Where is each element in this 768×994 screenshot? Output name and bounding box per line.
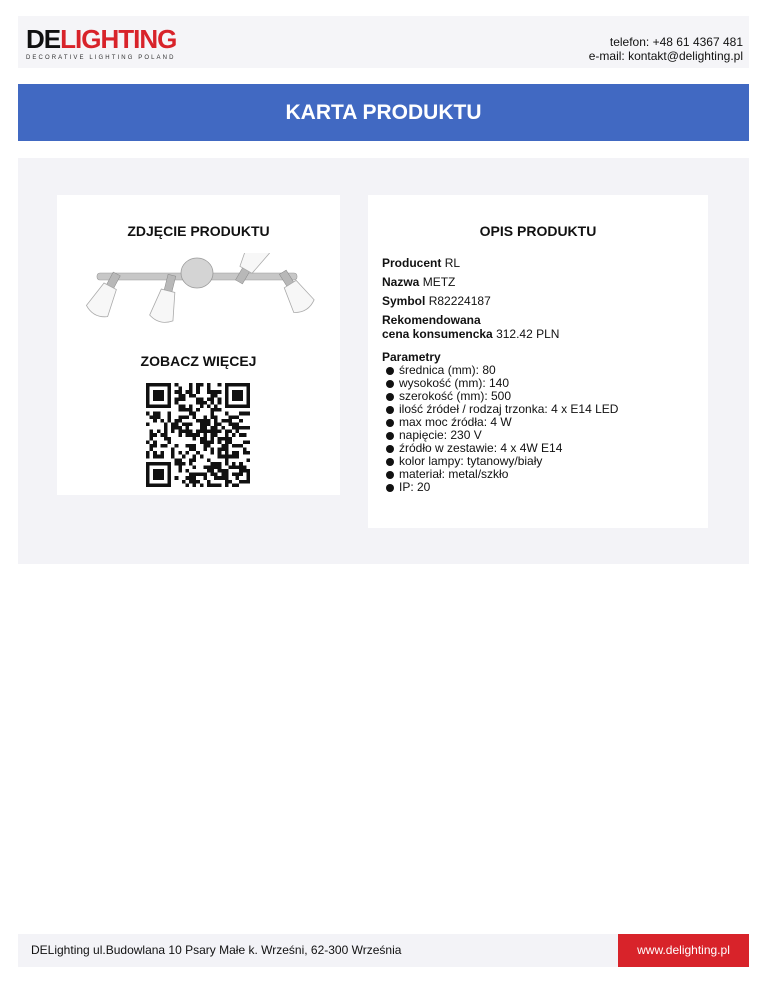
price-row [382,313,702,341]
product-image [75,253,325,333]
contact-phone: telefon: +48 61 4367 481 [609,35,743,49]
logo-tagline: DECORATIVE LIGHTING POLAND [26,55,176,61]
symbol-row [382,294,702,308]
params-heading: Parametry [382,350,441,364]
producer-value: RL [444,256,461,270]
param-item: wysokość (mm): 140 [399,377,702,390]
contact-info [589,35,743,63]
logo-text-de: DE [26,24,61,54]
producer-row [382,256,702,270]
footer-address: DELighting ul.Budowlana 10 Psary Małe k. Wrześni, 62-300 Września [31,943,402,957]
description-panel [368,195,708,528]
price-label-line2: cena konsumencka [382,327,493,341]
contact-email[interactable]: e-mail: kontakt@delighting.pl [588,49,743,63]
photo-panel [57,195,340,495]
producer-label: Producent [382,256,442,270]
param-item: max moc źródła: 4 W [399,416,702,429]
param-item: napięcie: 230 V [399,429,702,442]
content-area [18,158,749,564]
description-heading: OPIS PRODUKTU [479,223,597,239]
param-item: kolor lampy: tytanowy/biały [399,455,702,468]
param-item: materiał: metal/szkło [399,468,702,481]
param-item: źródło w zestawie: 4 x 4W E14 [399,442,702,455]
param-item: IP: 20 [399,481,702,494]
param-item: średnica (mm): 80 [399,364,702,377]
page-footer [18,934,749,967]
name-row [382,275,702,289]
price-label-line1: Rekomendowana [382,313,481,327]
param-item: szerokość (mm): 500 [399,390,702,403]
qr-code[interactable] [142,383,254,487]
params-list [382,364,702,494]
photo-heading: ZDJĘCIE PRODUKTU [127,223,270,239]
logo-text-lighting: LIGHTING [60,24,177,54]
product-description [382,256,702,494]
name-label: Nazwa [382,275,420,289]
page-header [18,16,749,68]
see-more-heading: ZOBACZ WIĘCEJ [140,353,257,369]
param-item: ilość źródeł / rodzaj trzonka: 4 x E14 LED [399,403,702,416]
delighting-logo [26,24,176,62]
symbol-value: R82224187 [428,294,491,308]
symbol-label: Symbol [382,294,426,308]
name-value: METZ [422,275,456,289]
website-link[interactable]: www.delighting.pl [618,934,749,967]
page-title: KARTA PRODUKTU [18,84,749,141]
price-value: 312.42 PLN [496,327,560,341]
